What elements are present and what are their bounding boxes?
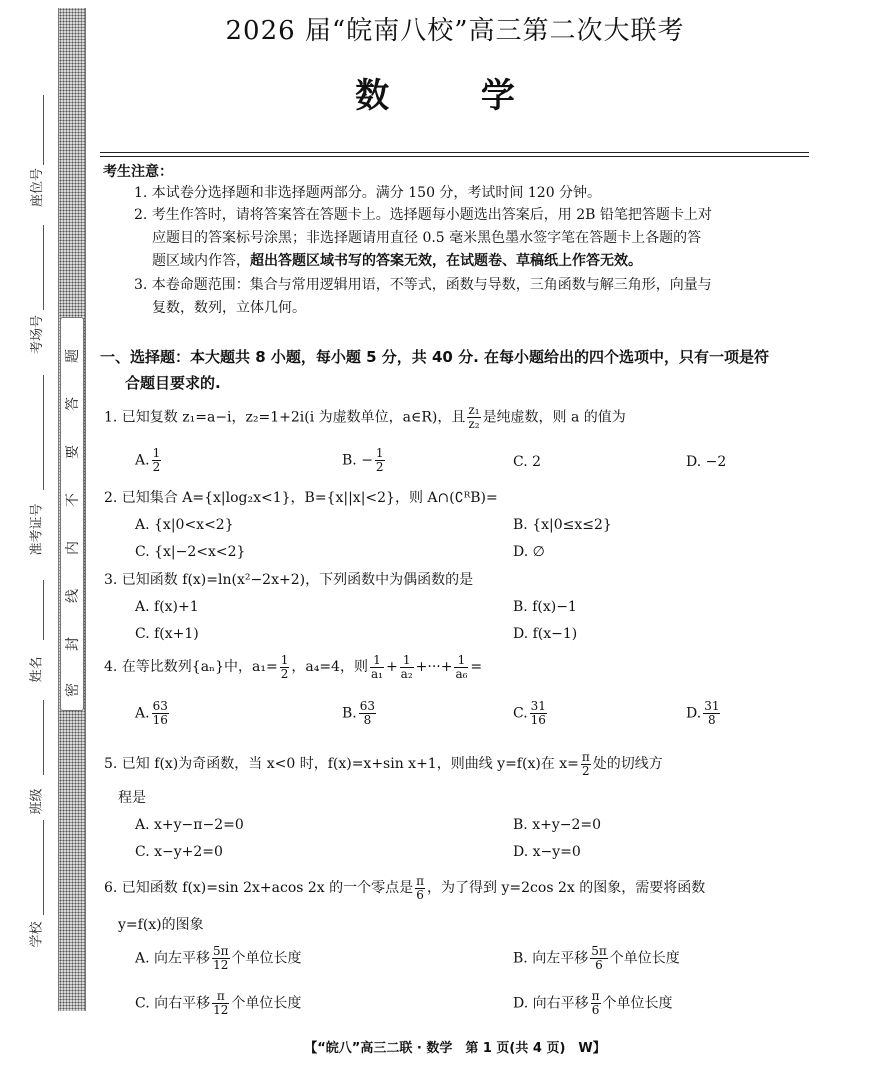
question-6-stem (104, 874, 705, 902)
section-heading-cont: 合题目要求的. (125, 374, 221, 392)
option-label: B. − (342, 452, 373, 469)
denominator: 2 (152, 460, 161, 474)
seal-char: 线 (65, 589, 81, 603)
q5-option-d: D. x−y=0 (513, 844, 581, 860)
q6-option-b (513, 945, 680, 972)
stem-text: 4. 在等比数列{aₙ}中，a₁= (104, 659, 278, 675)
note-3-cont: 复数，数列，立体几何。 (152, 300, 306, 316)
numerator: z₁ (468, 403, 480, 417)
question-6-stem-cont: y=f(x)的图象 (118, 917, 204, 933)
q6-option-c (135, 990, 301, 1017)
denominator: 6 (591, 1003, 600, 1017)
fraction (152, 700, 169, 727)
denominator: 6 (595, 958, 603, 972)
stem-text: 5. 已知 f(x)为奇函数，当 x<0 时，f(x)=x+sin x+1，则曲线 y=f(x)在 x= (104, 756, 579, 772)
stem-text: 是纯虚数，则 a 的值为 (482, 409, 626, 426)
numerator: π (416, 873, 425, 888)
name-label: 姓名 (29, 656, 45, 683)
option-label: A. 向左平移 (135, 950, 211, 967)
option-label: C. 向右平移 (135, 995, 211, 1012)
notes-heading: 考生注意： (103, 164, 173, 180)
seal-char: 不 (65, 493, 81, 507)
q5-option-a: A. x+y−π−2=0 (135, 817, 244, 833)
class-label: 班级 (29, 788, 45, 815)
admission-ticket-label: 准考证号 (29, 503, 45, 556)
note-1: 1. 本试卷分选择题和非选择题两部分。满分 150 分，考试时间 120 分钟。 (134, 185, 602, 201)
fill-line (43, 580, 44, 640)
denominator: 8 (363, 713, 372, 727)
denominator: 16 (152, 713, 168, 727)
q6-option-a (135, 945, 302, 972)
numerator: 31 (704, 699, 720, 713)
seal-char: 题 (65, 349, 81, 363)
numerator: π (581, 749, 590, 764)
fraction (591, 990, 601, 1017)
numerator: 1 (375, 446, 384, 460)
seat-number-label: 座位号 (30, 167, 46, 208)
fraction (454, 654, 468, 681)
q2-option-b: B. {x|0≤x≤2} (513, 517, 612, 533)
numerator: π (591, 989, 600, 1003)
seal-line-box (60, 317, 84, 711)
option-label: A. (135, 705, 150, 722)
numerator: 1 (454, 654, 468, 668)
exam-room-label: 考场号 (30, 314, 46, 355)
fraction (280, 654, 290, 681)
note-2-bold: 超出答题区域书写的答案无效，在试题卷、草稿纸上作答无效。 (250, 253, 642, 269)
option-label: B. (342, 705, 357, 722)
school-label: 学校 (29, 921, 45, 948)
exam-title: 2026 届“皖南八校”高三第二次大联考 (225, 16, 685, 46)
q3-option-d: D. f(x−1) (513, 626, 578, 642)
note-2-plain: 题区域内作答， (152, 253, 250, 269)
note-3: 3. 本卷命题范围：集合与常用逻辑用语，不等式，函数与导数，三角函数与解三角形，向量与 (134, 277, 712, 293)
page-footer: 【“皖八”高三二联 · 数学 第 1 页(共 4 页) W】 (304, 1041, 606, 1056)
option-text: 个单位长度 (231, 950, 302, 967)
numerator: π (212, 990, 229, 1004)
q2-option-a: A. {x|0<x<2} (135, 517, 234, 533)
numerator: 1 (370, 654, 384, 668)
note-2-cont: 应题目的答案标号涂黑；非选择题请用直径 0.5 毫米黑色墨水签字笔在答题卡上各题的答 (152, 230, 702, 246)
fraction (590, 945, 608, 972)
option-text: 个单位长度 (609, 950, 680, 967)
question-4-stem (104, 652, 482, 682)
q4-option-d (686, 700, 722, 727)
q2-option-c: C. {x|−2<x<2} (135, 544, 246, 560)
seal-char: 封 (65, 637, 81, 651)
denominator: 6 (416, 887, 424, 902)
note-2: 2. 考生作答时，请将答案答在答题卡上。选择题每小题选出答案后，用 2B 铅笔把答题卡上对 (134, 207, 712, 223)
numerator: 1 (152, 446, 161, 460)
option-label: C. (513, 705, 528, 722)
fraction (581, 751, 591, 778)
fraction (212, 990, 229, 1017)
q6-option-d (513, 990, 673, 1017)
denominator: z₂ (468, 417, 480, 431)
numerator: 63 (152, 699, 168, 713)
denominator: 8 (708, 713, 716, 727)
numerator: 5π (213, 944, 229, 958)
denominator: a₁ (370, 666, 383, 681)
denominator: 12 (213, 958, 229, 972)
seal-char: 答 (65, 397, 81, 411)
q1-option-d: D. −2 (686, 454, 727, 470)
fill-line (43, 820, 44, 915)
q5-option-c: C. x−y+2=0 (135, 844, 223, 860)
fraction (212, 945, 230, 972)
header-rule (100, 156, 809, 157)
fraction (370, 654, 384, 681)
question-5-stem (104, 750, 663, 778)
numerator: 1 (400, 654, 414, 668)
option-label: D. 向右平移 (513, 995, 589, 1012)
operator: +···+ (415, 659, 453, 675)
header-rule (100, 152, 809, 153)
section-heading: 一、选择题：本大题共 8 小题，每小题 5 分，共 40 分. 在每小题给出的四个选项中，只有一项是符 (100, 348, 770, 366)
fraction (359, 700, 376, 727)
numerator: 31 (530, 699, 546, 713)
fill-line (43, 225, 44, 310)
q2-option-d: D. ∅ (513, 544, 545, 560)
stem-text: ，a₄=4，则 (291, 659, 368, 675)
fraction (530, 700, 547, 727)
q4-option-a (135, 700, 171, 727)
q1-option-c: C. 2 (513, 454, 542, 470)
seal-char: 内 (65, 541, 81, 555)
subject-title: 数 学 (355, 76, 555, 116)
option-label: B. 向左平移 (513, 950, 589, 967)
q4-option-b (342, 700, 378, 727)
denominator: 2 (582, 763, 590, 778)
q1-option-a (135, 447, 163, 474)
question-2-stem: 2. 已知集合 A={x|log₂x<1}，B={x||x|<2}，则 A∩(∁ᴿB)= (104, 490, 498, 506)
fraction (400, 654, 414, 681)
option-label: A. (135, 452, 150, 469)
note-2-end (152, 251, 642, 271)
option-text: 个单位长度 (602, 995, 673, 1012)
operator: = (470, 659, 483, 675)
stem-text: ，为了得到 y=2cos 2x 的图象，需要将函数 (427, 880, 706, 896)
fraction (703, 700, 720, 727)
denominator: 2 (280, 666, 289, 681)
seal-char: 要 (65, 445, 81, 459)
question-5-stem-cont: 程是 (118, 790, 146, 806)
denominator: 16 (530, 713, 546, 727)
q1-option-b (342, 447, 387, 474)
question-1-stem (104, 404, 626, 431)
denominator: 2 (375, 460, 384, 474)
q3-option-b: B. f(x)−1 (513, 599, 577, 615)
operator: + (385, 659, 398, 675)
fill-line (43, 375, 44, 490)
fraction (467, 404, 480, 431)
fraction (152, 447, 162, 474)
fraction (415, 875, 425, 902)
q4-option-c (513, 700, 549, 727)
stem-text: 6. 已知函数 f(x)=sin 2x+acos 2x 的一个零点是 (104, 880, 414, 896)
q5-option-b: B. x+y−2=0 (513, 817, 601, 833)
q3-option-c: C. f(x+1) (135, 626, 199, 642)
stem-text: 处的切线方 (592, 756, 663, 772)
stem-text: 1. 已知复数 z₁=a−i，z₂=1+2i(i 为虚数单位，a∈R)，且 (104, 409, 466, 426)
fill-line (43, 700, 44, 775)
numerator: 5π (591, 944, 607, 958)
seal-char: 密 (65, 683, 81, 697)
numerator: 63 (359, 699, 376, 713)
denominator: a₂ (400, 666, 413, 681)
numerator: 1 (280, 652, 289, 667)
fraction (375, 447, 385, 474)
denominator: a₆ (455, 666, 468, 681)
denominator: 12 (213, 1003, 229, 1017)
q3-option-a: A. f(x)+1 (135, 599, 199, 615)
option-label: D. (686, 705, 702, 722)
option-text: 个单位长度 (231, 995, 302, 1012)
question-3-stem: 3. 已知函数 f(x)=ln(x²−2x+2)，下列函数中为偶函数的是 (104, 572, 474, 588)
